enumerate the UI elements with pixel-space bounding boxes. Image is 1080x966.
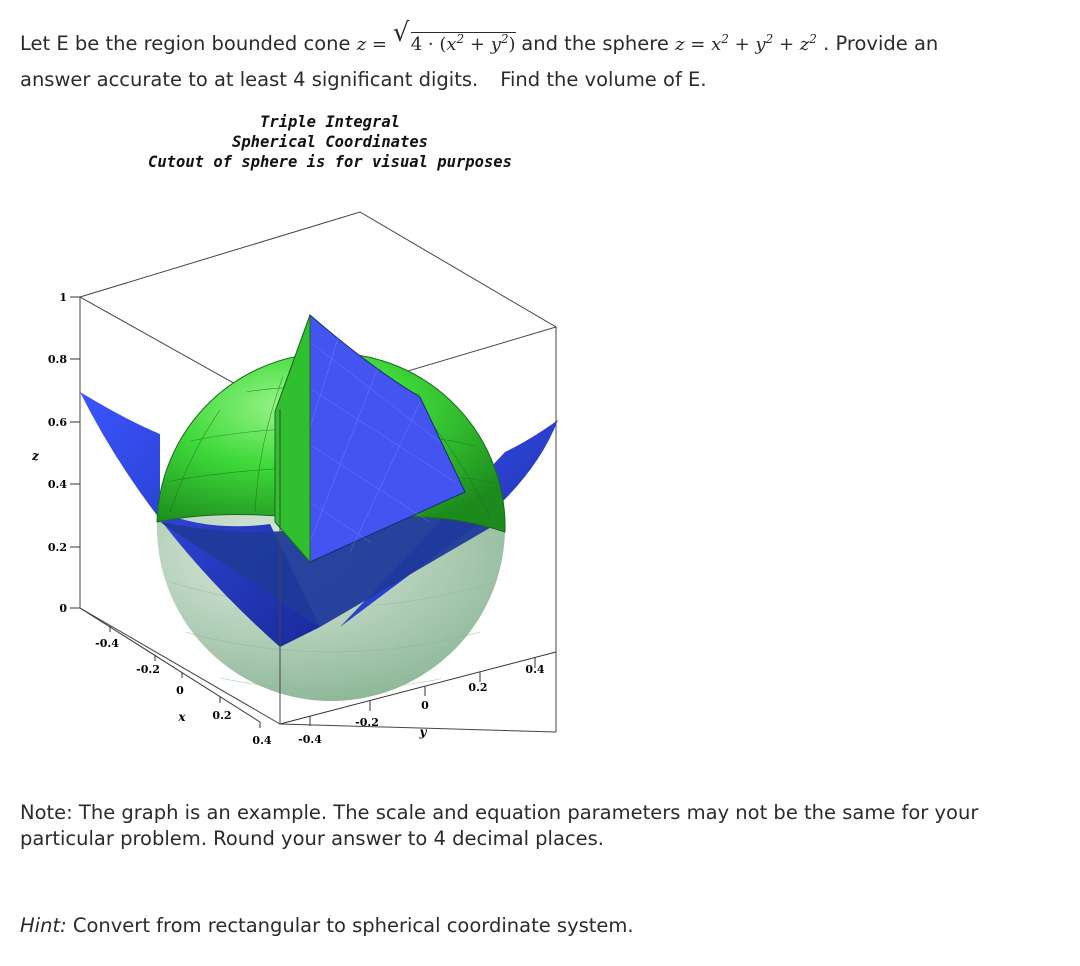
z-tick-label: 0.2 — [47, 541, 67, 554]
x-tick-label: -0.4 — [95, 637, 119, 650]
problem-statement — [20, 18, 1060, 97]
hint-text: Convert from rectangular to spherical coordinate system. — [66, 914, 634, 937]
x-tick-label: 0 — [176, 684, 184, 697]
y-tick-label: -0.2 — [355, 716, 379, 729]
z-tick-label: 0 — [59, 602, 67, 615]
hint — [20, 914, 634, 937]
z-tick-label: 0.4 — [47, 478, 67, 491]
y-tick-label: 0.4 — [525, 663, 545, 676]
cone-lhs: z = — [356, 34, 388, 55]
z-tick-label: 0.6 — [47, 416, 67, 429]
z-tick-label: 0.8 — [47, 353, 67, 366]
x-tick-label: 0.2 — [212, 709, 232, 722]
hint-label: Hint: — [20, 914, 67, 937]
problem-text-line2: answer accurate to at least 4 significant digits. — [20, 68, 479, 91]
z-axis — [70, 297, 80, 608]
x-tick-label: 0.4 — [252, 734, 272, 747]
sphere-equation: $z = x^2 + y^2 + z^2$ — [675, 32, 817, 55]
problem-question: Find the volume of E. — [500, 68, 707, 91]
figure-title — [110, 112, 550, 172]
problem-text-end: . Provide an — [823, 32, 939, 55]
problem-text-middle: and the sphere — [521, 32, 676, 55]
plot-canvas — [10, 112, 610, 762]
y-tick-label: -0.4 — [298, 733, 322, 746]
z-axis-label: z — [32, 449, 39, 463]
y-tick-label: 0 — [421, 699, 429, 712]
radical-sign-icon: √ — [392, 18, 410, 48]
note-text: Note: The graph is an example. The scale and equation parameters may not be the same for your particular problem. Round your answer to 4 decimal places. — [20, 801, 979, 850]
z-tick-label: 1 — [59, 291, 67, 304]
x-tick-label: -0.2 — [136, 663, 160, 676]
figure-3d-plot — [10, 112, 610, 762]
square-root — [392, 18, 516, 62]
cone-equation — [356, 18, 522, 55]
figure-title-line: Triple Integral — [260, 113, 400, 131]
cone-radicand: $4 \cdot (x^2 + y^2)$ — [410, 32, 516, 55]
y-tick-label: 0.2 — [468, 681, 488, 694]
figure-title-line: Cutout of sphere is for visual purposes — [148, 153, 512, 171]
y-axis-label: y — [419, 725, 427, 739]
figure-title-line: Spherical Coordinates — [232, 133, 428, 151]
problem-text-intro: Let E be the region bounded cone — [20, 32, 357, 55]
x-axis-label: x — [178, 710, 186, 724]
